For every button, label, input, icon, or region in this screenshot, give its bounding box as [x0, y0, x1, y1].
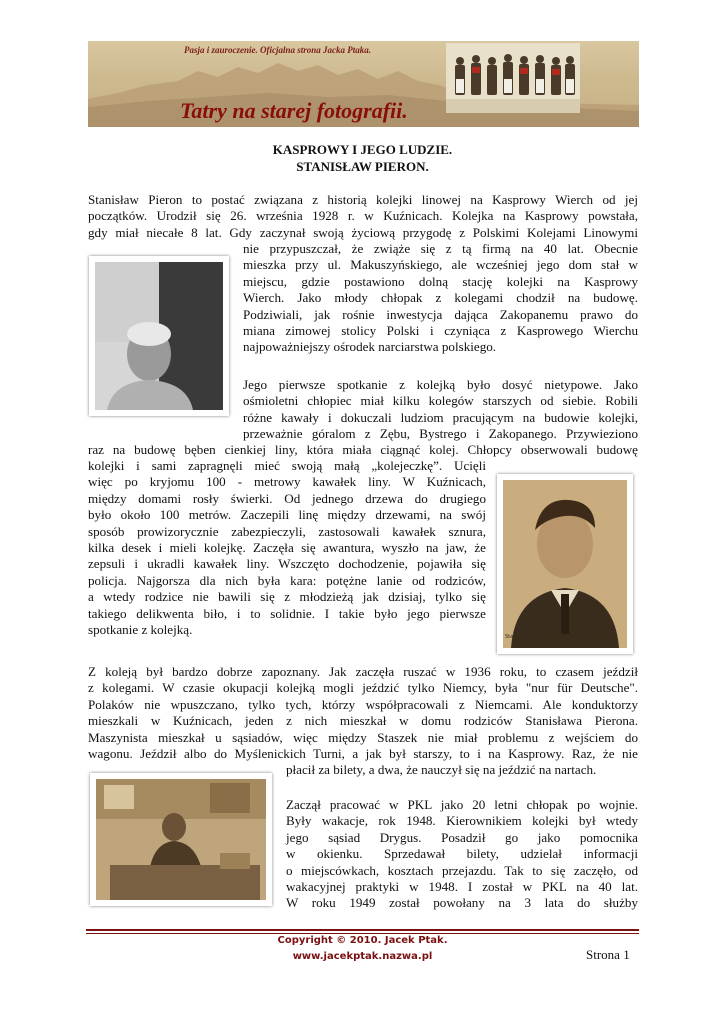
text-line: różne kawały i dokuczali ludziom pracującym na budowie kolejki,: [243, 409, 638, 425]
page-number: Strona 1: [586, 947, 630, 962]
text-line: sposób prowizorycznie zabezpieczyli, zastosowali kawałek sznura,: [88, 523, 486, 539]
text-line: Były wakacje, rok 1948. Kierownikiem kolejki był wtedy: [286, 813, 638, 829]
text-line: kilka desek i mieli kolejkę. Zaczęła się awantura, wyszło na jaw, że: [88, 540, 486, 556]
text-line: takiego delikwenta biło, i to solidnie. I takie było jego pierwsze: [88, 605, 486, 621]
text-line: o miejscówkach, kosztach przejazdu. Tak to się zaczęło, od: [286, 862, 638, 878]
text-line: wakacyjnej praktyki w 1948. I został w PKL na 40 lat.: [286, 879, 638, 895]
text-line: ośmioletni chłopiec miał kilku kolegów starszych od siebie. Robili: [243, 393, 638, 409]
text-line: policja. Najgorsza dla nich była kara: potężne lanie od rodziców,: [88, 572, 486, 588]
text-line: najpoważniejszy ośrodek narciarstwa polskiego.: [243, 339, 497, 355]
text-line: w okienku. Sprzedawał bilety, udzielał informacji: [286, 846, 638, 862]
text-line: gdy miał niecałe 8 lat. Gdy zaczynał swoją życiową przygodę z Polskimi Kolejami Linowymi: [88, 224, 638, 240]
photo-ticket-office: [90, 773, 272, 906]
paragraph-1-wrap: [243, 241, 638, 356]
site-title: Tatry na starej fotografii.: [180, 98, 408, 123]
footer-url-link[interactable]: www.jacekptak.nazwa.pl: [292, 951, 433, 962]
text-line: płacił za bilety, a dwa, że nauczył się na jeździć na nartach.: [286, 762, 597, 777]
text-line: Polaków nie wpuszczano, tylko tych, którzy współpracowali z Niemcami. Ale konduktorzy: [88, 696, 638, 712]
text-line: nie przypuszczał, że zwiąże się z tą firmą na 40 lat. Obecnie: [243, 241, 638, 256]
text-line: miana zimowej stolicy Polski i czyniąca z Kasprowego Wierchu: [243, 323, 638, 339]
paragraph-2-full: [88, 442, 638, 458]
paragraph-3-end: [286, 762, 638, 778]
photo-image: [89, 256, 229, 416]
text-line: raz na budowę bęben cienkiej liny, która miała ciągnąć kolej. Chłopcy obserwowali budowę: [88, 442, 638, 457]
text-line: wagonu. Jeździł albo do Myślenickich Turni, a jak był starszy, to i na Kasprowy. Raz, że nie: [88, 746, 638, 762]
article-title-line-1: KASPROWY I JEGO LUDZIE.: [272, 142, 453, 157]
photo-image: [497, 474, 633, 654]
paragraph-2-left: [88, 458, 486, 638]
footer-divider-thin: [86, 933, 639, 934]
text-line: mieszka przy ul. Makuszyńskiego, ale wcześniej jego dom stał w: [243, 257, 638, 273]
text-line: jego sąsiad Drygus. Posadził go jako pomocnika: [286, 829, 638, 845]
text-line: spotkanie z kolejką.: [88, 622, 193, 638]
text-line: kolejki i sami zapragnęli mieć swoją małą „kolejeczkę”. Ucięli: [88, 458, 486, 473]
text-line: między domami rosły świerki. Od jednego drzewa do drugiego: [88, 490, 486, 506]
photo-image: [90, 773, 272, 906]
footer-divider: [86, 929, 639, 931]
text-line: Stanisław Pieron to postać związana z historią kolejki linowej na Kasprowy Wierch od jej: [88, 192, 638, 207]
highlanders-group-photo: [446, 43, 580, 113]
text-line: W roku 1949 został powołany na 3 lata do służby: [286, 895, 638, 911]
text-line: Maszynista mieszkał u sąsiadów, więc między Staszek nie miał problemu z wejściem do: [88, 729, 638, 745]
portrait-photo-older: [89, 256, 229, 416]
text-line: Jego pierwsze spotkanie z kolejką było dosyć nietypowe. Jako: [243, 377, 638, 392]
text-line: Podziwiali, jak rośnie inwestycja dająca Zakopanemu prawo do: [243, 306, 638, 322]
text-line: przeważnie góralom z Zębu, Bystrego i Zakopanego. Przywieziono: [243, 426, 638, 442]
footer-copyright: Copyright © 2010. Jacek Ptak.: [277, 935, 448, 946]
text-line: Wierch. Jako młody chłopak z kolegami chodził na budowę.: [243, 290, 638, 306]
text-line: zepsuli i ukradli kawałek liny. Wszczęto dochodzenie, pojawiła się: [88, 556, 486, 572]
text-line: mieszkali w Kuźnicach, jeden z nich mieszkał w domu rodziców Stanisława Pierona.: [88, 713, 638, 729]
paragraph-3: [88, 664, 638, 762]
header-banner: [88, 41, 639, 127]
paragraph-2-wrap: [243, 377, 638, 443]
site-tagline: Pasja i zauroczenie. Oficjalna strona Jacka Ptaka.: [184, 45, 372, 55]
article-title-line-2: STANISŁAW PIERON.: [296, 159, 429, 174]
text-line: Zaczął pracować w PKL jako 20 letni chłopak po wojnie.: [286, 797, 638, 812]
portrait-photo-young: [497, 474, 633, 654]
text-line: miejscu, gdzie postawiono dolną stację kolejki na Kasprowy: [243, 273, 638, 289]
text-line: początków. Urodził się 26. września 1928 r. w Kuźnicach. Kolejka na Kasprowy powstała,: [88, 208, 638, 224]
text-line: więc po kryjomu 100 - metrowy kawałek liny. W Kuźnicach,: [88, 474, 486, 490]
paragraph-1-top: [88, 192, 638, 241]
paragraph-4: [286, 797, 638, 912]
text-line: Z koleją był bardzo dobrze zapoznany. Jak zaczęła ruszać w 1936 roku, to czasem jeździł: [88, 664, 638, 679]
text-line: z kolegami. W czasie okupacji kolejką mogli jeździć tylko Niemcy, była "nur für Deutsche".: [88, 680, 638, 696]
photo-caption: Stanisław Pieron podczas służby wojskowej: [505, 634, 613, 640]
text-line: a wtedy rodzice nie bawili się z młodzieżą jak dzisiaj, tylko się: [88, 589, 486, 605]
text-line: było około 100 metrów. Zaczepili linę między drzewami, na swój: [88, 507, 486, 523]
